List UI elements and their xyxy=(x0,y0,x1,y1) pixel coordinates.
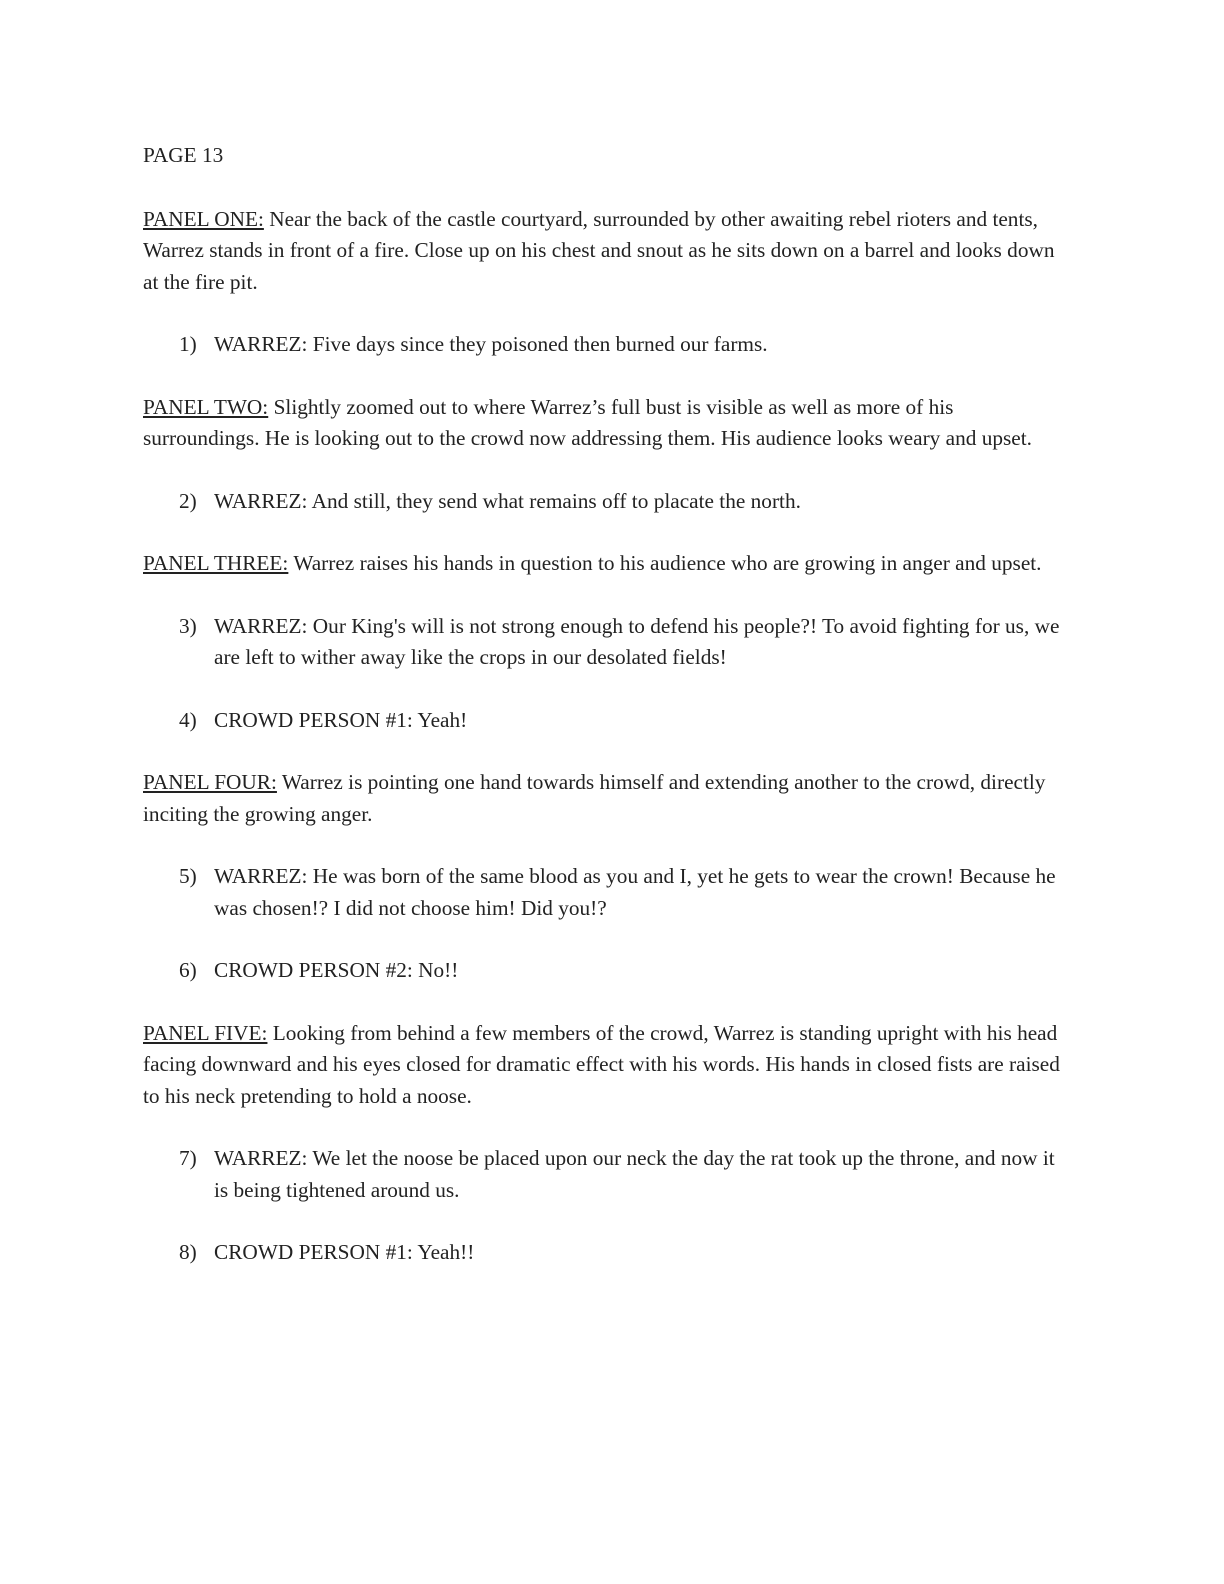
script-page xyxy=(143,140,1073,1300)
panel-five-description xyxy=(143,1018,1073,1113)
dialogue-number: 6) xyxy=(179,958,197,982)
panel-one-label: PANEL ONE: xyxy=(143,206,264,231)
dialogue-line-2 xyxy=(143,486,1073,518)
dialogue-text: CROWD PERSON #1: Yeah! xyxy=(214,707,468,732)
panel-one-description xyxy=(143,204,1073,299)
panel-four-description xyxy=(143,767,1073,830)
panel-two-label: PANEL TWO: xyxy=(143,394,269,419)
panel-two-description xyxy=(143,392,1073,455)
page-number: PAGE 13 xyxy=(143,143,224,167)
dialogue-number: 1) xyxy=(179,332,197,356)
dialogue-line-7 xyxy=(143,1143,1073,1206)
dialogue-text: WARREZ: Five days since they poisoned then burned our farms. xyxy=(214,332,768,356)
panel-three-description xyxy=(143,548,1073,580)
dialogue-number: 3) xyxy=(179,613,197,638)
dialogue-number: 8) xyxy=(179,1240,197,1264)
panel-five-text: Looking from behind a few members of the crowd, Warrez is standing upright with his head facing downward and his eyes closed for dramatic effect with his words. His hands in closed fists are raised to his neck pretending to hold a noose. xyxy=(143,1020,1060,1108)
dialogue-text: CROWD PERSON #1: Yeah!! xyxy=(214,1240,475,1264)
dialogue-number: 7) xyxy=(179,1146,197,1170)
dialogue-number: 2) xyxy=(179,488,197,513)
dialogue-text: WARREZ: We let the noose be placed upon our neck the day the rat took up the throne, and now it is being tightened around us. xyxy=(214,1146,1055,1202)
dialogue-line-3 xyxy=(143,611,1073,674)
panel-four-label: PANEL FOUR: xyxy=(143,770,277,794)
dialogue-text: WARREZ: And still, they send what remains off to placate the north. xyxy=(214,488,801,513)
dialogue-text: WARREZ: Our King's will is not strong enough to defend his people?! To avoid fighting for us, we are left to wither away like the crops in our desolated fields! xyxy=(214,613,1060,669)
dialogue-number: 5) xyxy=(179,864,197,888)
dialogue-line-4 xyxy=(143,705,1073,737)
dialogue-text: WARREZ: He was born of the same blood as you and I, yet he gets to wear the crown! Because he was chosen!? I did not choose him! Did you!? xyxy=(214,864,1056,920)
dialogue-line-1 xyxy=(143,329,1073,361)
dialogue-line-5 xyxy=(143,861,1073,924)
panel-one-text: Near the back of the castle courtyard, surrounded by other awaiting rebel rioters and tents, Warrez stands in front of a fire. Close up on his chest and snout as he sits down on a barrel and looks down at the fire pit. xyxy=(143,206,1055,294)
panel-four-text: Warrez is pointing one hand towards himself and extending another to the crowd, directly inciting the growing anger. xyxy=(143,770,1046,826)
dialogue-line-6 xyxy=(143,955,1073,987)
panel-three-text: Warrez raises his hands in question to his audience who are growing in anger and upset. xyxy=(293,551,1042,575)
panel-two-text: Slightly zoomed out to where Warrez’s full bust is visible as well as more of his surroundings. He is looking out to the crowd now addressing them. His audience looks weary and upset. xyxy=(143,394,1032,450)
dialogue-line-8 xyxy=(143,1237,1073,1269)
panel-three-label: PANEL THREE: xyxy=(143,551,289,575)
dialogue-text: CROWD PERSON #2: No!! xyxy=(214,958,459,982)
panel-five-label: PANEL FIVE: xyxy=(143,1020,268,1045)
dialogue-number: 4) xyxy=(179,707,197,732)
